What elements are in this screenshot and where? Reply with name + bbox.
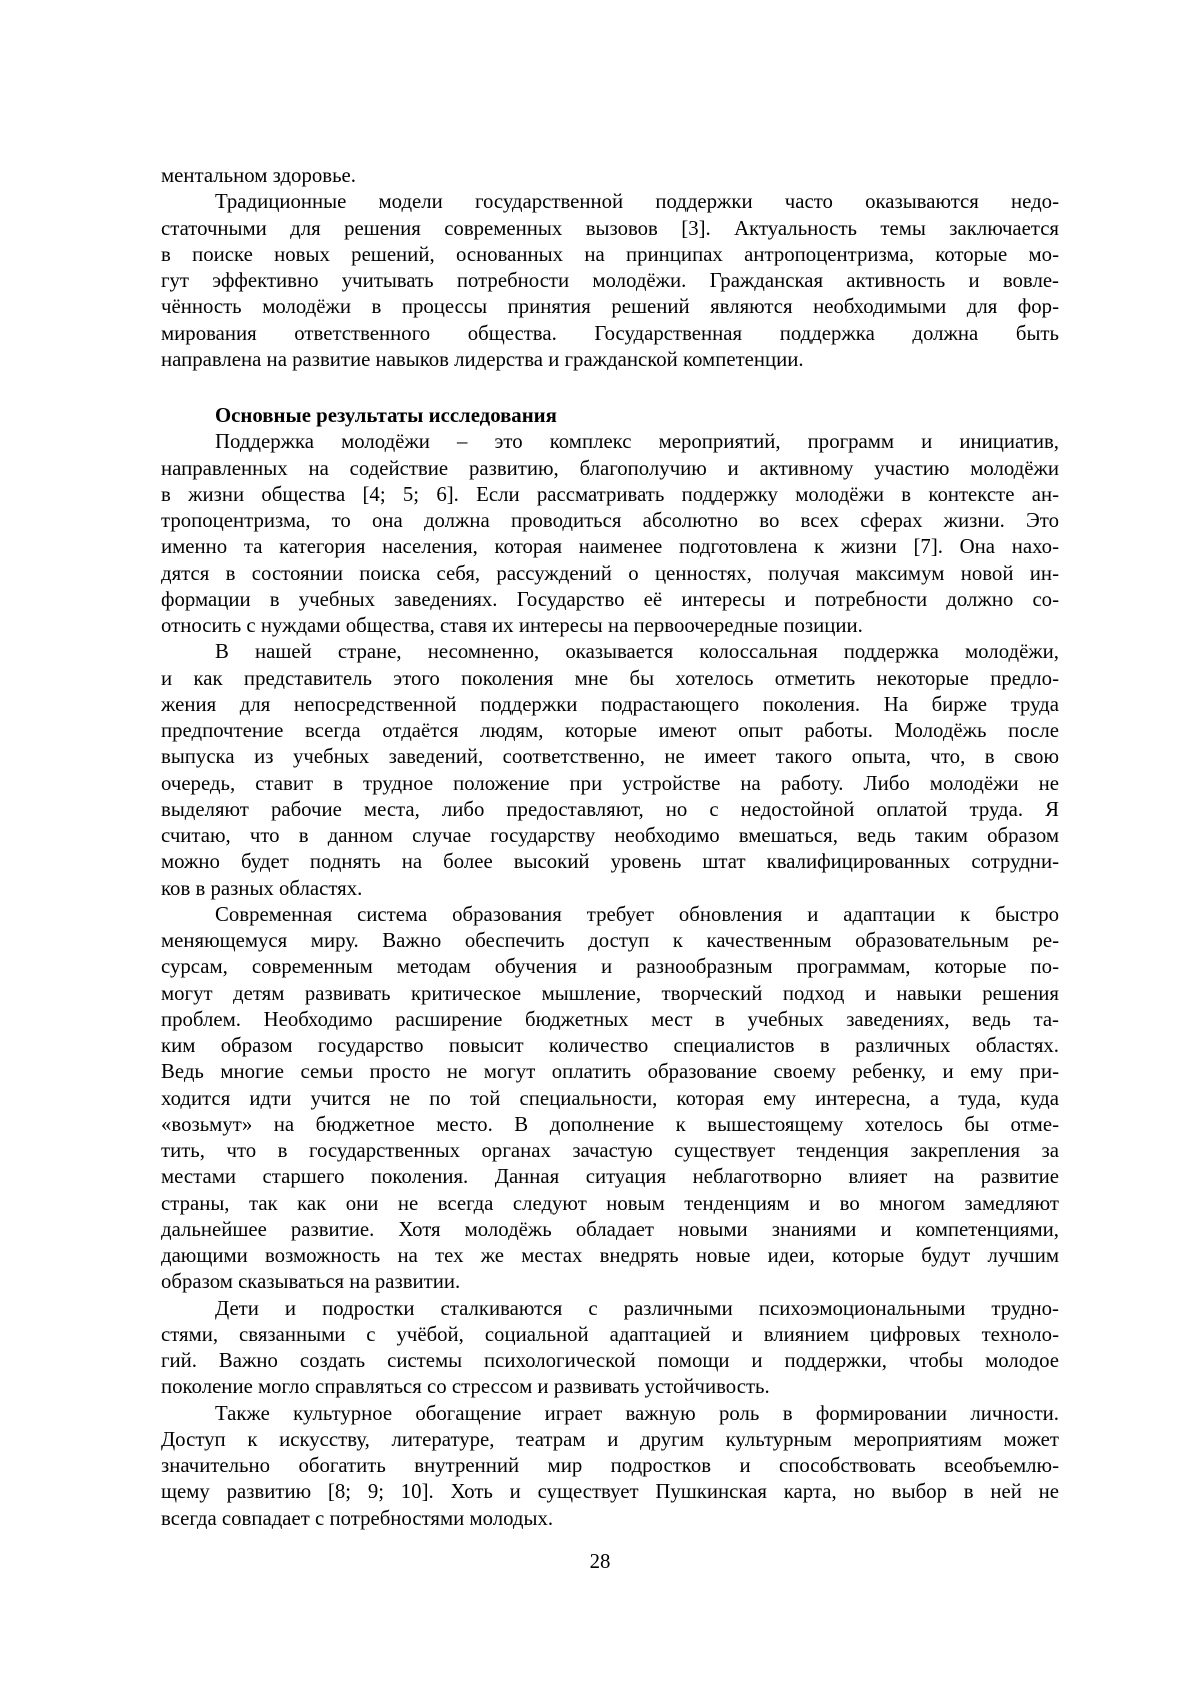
text-line: Традиционные модели государственной поддержки часто оказываются недо- bbox=[215, 190, 1059, 214]
text-line: поколение могло справляться со стрессом и развивать устойчивость. bbox=[161, 1375, 770, 1399]
paragraph bbox=[161, 1401, 1059, 1532]
text-line: тропоцентризма, то она должна проводиться абсолютно во всех сферах жизни. Это bbox=[161, 509, 1059, 532]
text-line: относить с нуждами общества, ставя их интересы на первоочередные позиции. bbox=[161, 614, 863, 637]
text-line: Ведь многие семьи просто не могут оплатить образование своему ребенку, и ему при- bbox=[161, 1060, 1059, 1084]
text-line: можно будет поднять на более высокий уровень штат квалифицированных сотрудни- bbox=[161, 850, 1059, 874]
text-line: Современная система образования требует обновления и адаптации к быстро bbox=[215, 902, 1059, 926]
text-line: могут детям развивать критическое мышление, творческий подход и навыки решения bbox=[161, 981, 1059, 1005]
text-line: «возьмут» на бюджетное место. В дополнение к вышестоящему хотелось бы отме- bbox=[161, 1112, 1059, 1136]
text-line: проблем. Необходимо расширение бюджетных мест в учебных заведениях, ведь та- bbox=[161, 1007, 1059, 1031]
text-line: и как представитель этого поколения мне бы хотелось отметить некоторые предло- bbox=[161, 666, 1059, 690]
paragraph bbox=[161, 429, 1059, 639]
text-line: тить, что в государственных органах зачастую существует тенденция закрепления за bbox=[161, 1139, 1059, 1162]
text-line: выпуска из учебных заведений, соответственно, не имеет такого опыта, что, в свою bbox=[161, 745, 1059, 769]
text-body bbox=[161, 163, 1059, 1532]
text-line: ков в разных областях. bbox=[161, 876, 363, 900]
text-line: значительно обогатить внутренний мир подростков и способствовать всеобъемлю- bbox=[161, 1454, 1059, 1477]
text-line: щему развитию [8; 9; 10]. Хоть и существует Пушкинская карта, но выбор в ней не bbox=[161, 1480, 1059, 1504]
text-line: Основные результаты исследования bbox=[215, 404, 557, 427]
text-line: местами старшего поколения. Данная ситуация неблаготворно влияет на развитие bbox=[161, 1165, 1059, 1189]
text-line: дающими возможность на тех же местах внедрять новые идеи, которые будут лучшим bbox=[161, 1244, 1059, 1267]
text-line: в жизни общества [4; 5; 6]. Если рассматривать поддержку молодёжи в контексте ан- bbox=[161, 482, 1059, 506]
text-line: очередь, ставит в трудное положение при устройстве на работу. Либо молодёжи не bbox=[161, 771, 1059, 795]
text-line: ким образом государство повысит количество специалистов в различных областях. bbox=[161, 1034, 1059, 1057]
text-line: образом сказываться на развитии. bbox=[161, 1270, 461, 1294]
paragraph bbox=[161, 639, 1059, 902]
text-line: формации в учебных заведениях. Государство её интересы и потребности должно со- bbox=[161, 587, 1059, 611]
text-line: Доступ к искусству, литературе, театрам и другим культурным мероприятиям может bbox=[161, 1427, 1059, 1451]
text-line: В нашей стране, несомненно, оказывается колоссальная поддержка молодёжи, bbox=[215, 640, 1059, 664]
text-line: дятся в состоянии поиска себя, рассуждений о ценностях, получая максимум новой ин- bbox=[161, 561, 1059, 585]
text-line: гут эффективно учитывать потребности молодёжи. Гражданская активность и вовле- bbox=[161, 269, 1059, 292]
text-line: чённость молодёжи в процессы принятия решений являются необходимыми для фор- bbox=[161, 295, 1059, 319]
text-line: всегда совпадает с потребностями молодых. bbox=[161, 1506, 554, 1530]
text-line: страны, так как они не всегда следуют новым тенденциям и во многом замедляют bbox=[161, 1191, 1059, 1215]
text-line: направленных на содействие развитию, благополучию и активному участию молодёжи bbox=[161, 456, 1059, 480]
text-line: выделяют рабочие места, либо предоставляют, но с недостойной оплатой труда. Я bbox=[161, 797, 1059, 821]
text-line: дальнейшее развитие. Хотя молодёжь обладает новыми знаниями и компетенциями, bbox=[161, 1217, 1059, 1241]
text-line: гий. Важно создать системы психологической помощи и поддержки, чтобы молодое bbox=[161, 1349, 1059, 1372]
text-line: сурсам, современным методам обучения и разнообразным программам, которые по- bbox=[161, 955, 1059, 979]
section-heading bbox=[161, 403, 1059, 429]
paragraph bbox=[161, 189, 1059, 373]
text-line: статочными для решения современных вызовов [3]. Актуальность темы заключается bbox=[161, 216, 1059, 240]
paragraph bbox=[161, 902, 1059, 1296]
text-line: жения для непосредственной поддержки подрастающего поколения. На бирже труда bbox=[161, 692, 1059, 716]
text-line: Также культурное обогащение играет важную роль в формировании личности. bbox=[215, 1401, 1059, 1425]
text-line: направлена на развитие навыков лидерства и гражданской компетенции. bbox=[161, 347, 804, 371]
text-line: предпочтение всегда отдаётся людям, которые имеют опыт работы. Молодёжь после bbox=[161, 719, 1059, 742]
text-line: Дети и подростки сталкиваются с различными психоэмоциональными трудно- bbox=[215, 1296, 1059, 1320]
text-line: Поддержка молодёжи – это комплекс мероприятий, программ и инициатив, bbox=[215, 430, 1059, 454]
text-line: ментальном здоровье. bbox=[161, 164, 356, 187]
paragraph bbox=[161, 163, 1059, 189]
text-line: именно та категория населения, которая наименее подготовлена к жизни [7]. Она нахо- bbox=[161, 535, 1059, 559]
paragraph bbox=[161, 1296, 1059, 1401]
text-line: считаю, что в данном случае государству необходимо вмешаться, ведь таким образом bbox=[161, 824, 1059, 847]
text-line: меняющемуся миру. Важно обеспечить доступ к качественным образовательным ре- bbox=[161, 929, 1059, 952]
text-line: мирования ответственного общества. Государственная поддержка должна быть bbox=[161, 321, 1059, 345]
text-line: ходится идти учится не по той специальности, которая ему интересна, а туда, куда bbox=[161, 1086, 1059, 1110]
text-line: стями, связанными с учёбой, социальной адаптацией и влиянием цифровых техноло- bbox=[161, 1322, 1059, 1346]
page-number: 28 bbox=[589, 1550, 611, 1573]
text-line: в поиске новых решений, основанных на принципах антропоцентризма, которые мо- bbox=[161, 242, 1059, 266]
